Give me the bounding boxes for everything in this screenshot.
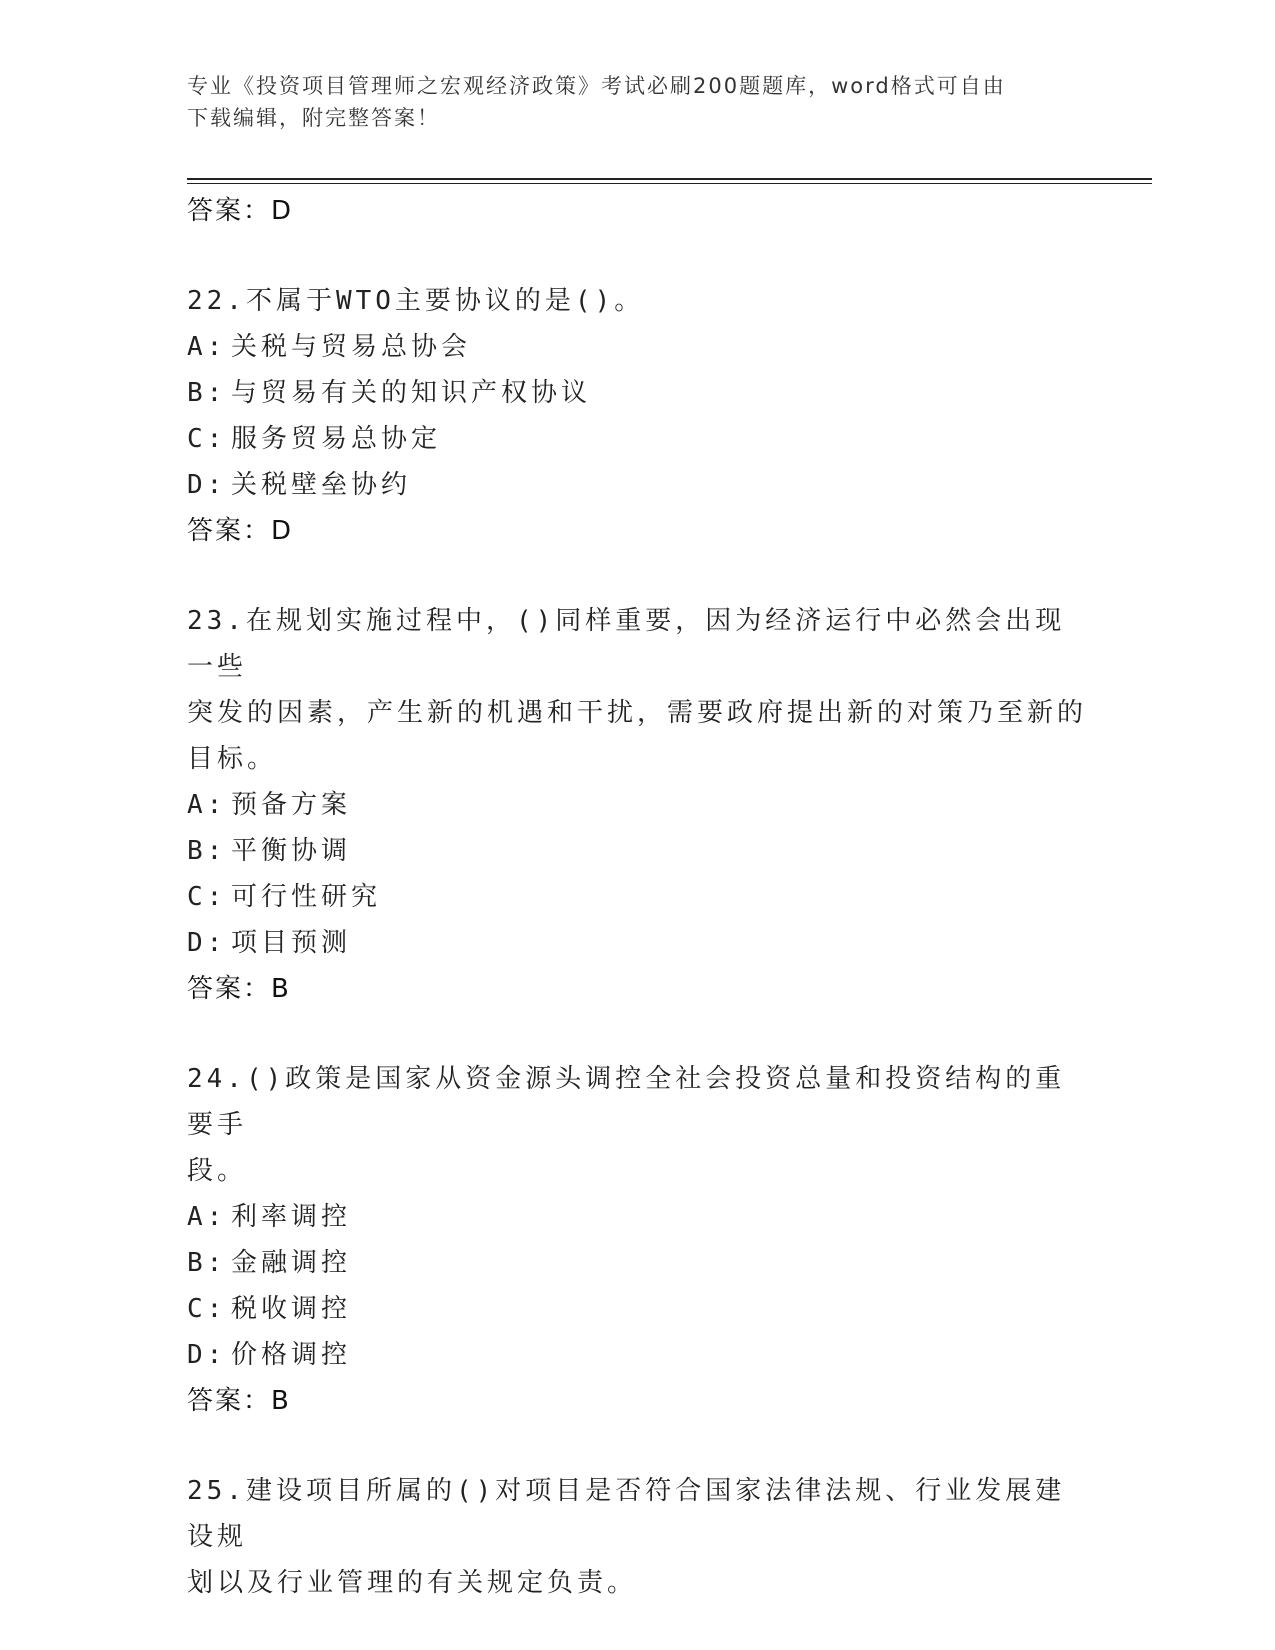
question-22: [187, 278, 1087, 554]
option-key: B:: [187, 1248, 227, 1278]
option-b: [187, 828, 1087, 874]
option-key: A:: [187, 1202, 227, 1232]
option-text: 可行性研究: [231, 882, 382, 912]
stem-line: 突发的因素，产生新的机遇和干扰，需要政府提出新的对策乃至新的: [187, 698, 1088, 728]
answer-line: 答案：B: [187, 974, 291, 1004]
answer-line: 答案：B: [187, 1386, 291, 1416]
stem-line: 目标。: [187, 744, 278, 774]
header-divider-thin: [187, 183, 1152, 184]
option-a: [187, 324, 1087, 370]
option-key: D:: [187, 928, 227, 958]
option-key: C:: [187, 1294, 227, 1324]
question-23: [187, 598, 1087, 1012]
question-stem: [187, 1056, 1087, 1194]
option-key: A:: [187, 332, 227, 362]
option-text: 与贸易有关的知识产权协议: [231, 378, 592, 408]
question-list: [187, 188, 1087, 1606]
answer-line: 答案：D: [187, 516, 294, 546]
option-key: D:: [187, 470, 227, 500]
option-text: 预备方案: [231, 790, 352, 820]
option-text: 平衡协调: [231, 836, 352, 866]
option-text: 服务贸易总协定: [231, 424, 442, 454]
option-b: [187, 370, 1087, 416]
header-line-2: 下载编辑，附完整答案！: [187, 106, 440, 130]
stem-line: 24.()政策是国家从资金源头调控全社会投资总量和投资结构的重要手: [187, 1064, 1066, 1140]
option-b: [187, 1240, 1087, 1286]
question-25: [187, 1468, 1087, 1606]
header-divider-thick: [187, 178, 1152, 180]
option-text: 利率调控: [231, 1202, 352, 1232]
option-key: D:: [187, 1340, 227, 1370]
answer-line: 答案：D: [187, 196, 294, 226]
option-a: [187, 782, 1087, 828]
option-d: [187, 462, 1087, 508]
stem-line: 25.建设项目所属的()对项目是否符合国家法律法规、行业发展建设规: [187, 1476, 1066, 1552]
option-text: 关税壁垒协约: [231, 470, 412, 500]
option-text: 金融调控: [231, 1248, 352, 1278]
option-d: [187, 1332, 1087, 1378]
stem-line: 23.在规划实施过程中，()同样重要，因为经济运行中必然会出现一些: [187, 606, 1066, 682]
stem-line: 22.不属于WTO主要协议的是()。: [187, 286, 645, 316]
option-c: [187, 416, 1087, 462]
option-key: B:: [187, 836, 227, 866]
question-stem: [187, 1468, 1087, 1606]
option-key: B:: [187, 378, 227, 408]
option-key: A:: [187, 790, 227, 820]
header-line-1: 专业《投资项目管理师之宏观经济政策》考试必刷200题题库，word格式可自由: [187, 74, 1006, 98]
question-stem: [187, 278, 1087, 324]
option-text: 税收调控: [231, 1294, 352, 1324]
stem-line: 段。: [187, 1156, 248, 1186]
stem-line: 划以及行业管理的有关规定负责。: [187, 1568, 638, 1598]
option-a: [187, 1194, 1087, 1240]
document-header: [187, 70, 1087, 134]
question-24: [187, 1056, 1087, 1424]
option-key: C:: [187, 424, 227, 454]
option-key: C:: [187, 882, 227, 912]
option-d: [187, 920, 1087, 966]
question-stem: [187, 598, 1087, 782]
option-text: 项目预测: [231, 928, 352, 958]
option-text: 价格调控: [231, 1340, 352, 1370]
option-c: [187, 874, 1087, 920]
option-c: [187, 1286, 1087, 1332]
option-text: 关税与贸易总协会: [231, 332, 472, 362]
